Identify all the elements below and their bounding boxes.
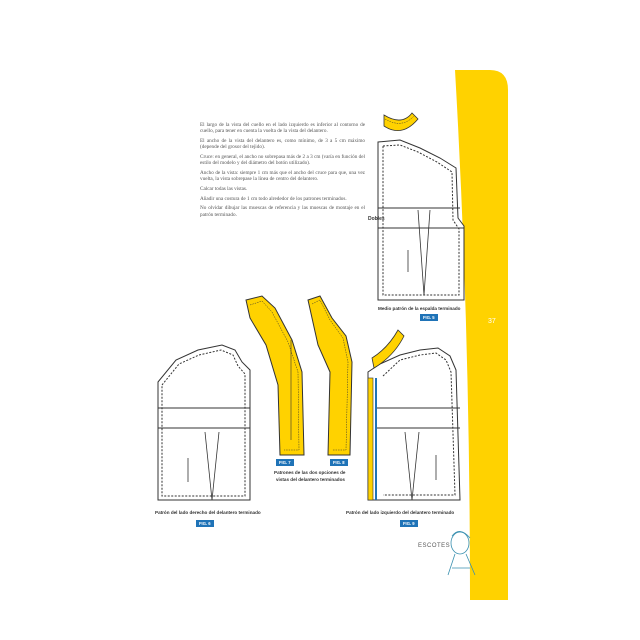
back-pattern-fig5 [378,140,464,300]
dobles-label: Dobles [368,216,385,222]
fig7-badge: FIG. 7 [276,459,294,466]
paragraph: El largo de la vista del cuello en el lado izquierdo es inferior al contorno de cuello, para tener en cuenta la vuelta de la vista del delantero. [200,122,365,135]
page-number: 37 [488,318,496,325]
instructions-text [200,122,365,221]
section-footer-label: ESCOTES [418,543,451,549]
back-neck-facing [384,113,418,131]
front-facing-fig7 [246,296,304,455]
caption-fig6: Patrón del lado derecho del delantero terminado [155,510,261,515]
fig6-badge: FIG. 6 [196,520,214,527]
paragraph: Calcar todas las vistas. [200,186,248,192]
left-front-facing-strip [368,378,373,500]
fig8-badge: FIG. 8 [330,459,348,466]
paragraph: Añadir una costura de 1 cm todo alrededor de los patrones terminados. [200,195,347,202]
left-front-pattern-fig9 [368,348,460,500]
left-front-facing-blue-line [375,378,377,500]
paragraph: No olvidar dibujar las muescas de referencia y las muescas de montaje en el patrón terminado. [200,205,365,218]
fig5-badge: FIG. 5 [420,314,438,321]
caption-fig78-line1: Patrones de las dos opciones de [274,470,346,475]
yellow-side-band [455,70,508,600]
right-front-pattern-fig6 [158,345,250,500]
caption-fig78-line2: vistas del delantero terminados [276,477,345,482]
paragraph: Ancho de la vista: siempre 1 cm más que el ancho del cruce para que, una vez vuelta, la vista sobrepase la línea de centro del delantero. [200,170,365,183]
fig9-badge: FIG. 9 [400,520,418,527]
paragraph: Cruce: en general, el ancho no sobrepasa más de 2 a 3 cm (varía en función del estilo del modelo y del diámetro del botón utilizado). [200,154,365,167]
caption-fig5: Medio patrón de la espalda terminado [378,306,461,311]
paragraph: El ancho de la vista del delantero es, como mínimo, de 3 a 5 cm máximo (depende del grosor del tejido). [200,138,365,151]
caption-fig9: Patrón del lado izquierdo del delantero terminado [346,510,455,515]
